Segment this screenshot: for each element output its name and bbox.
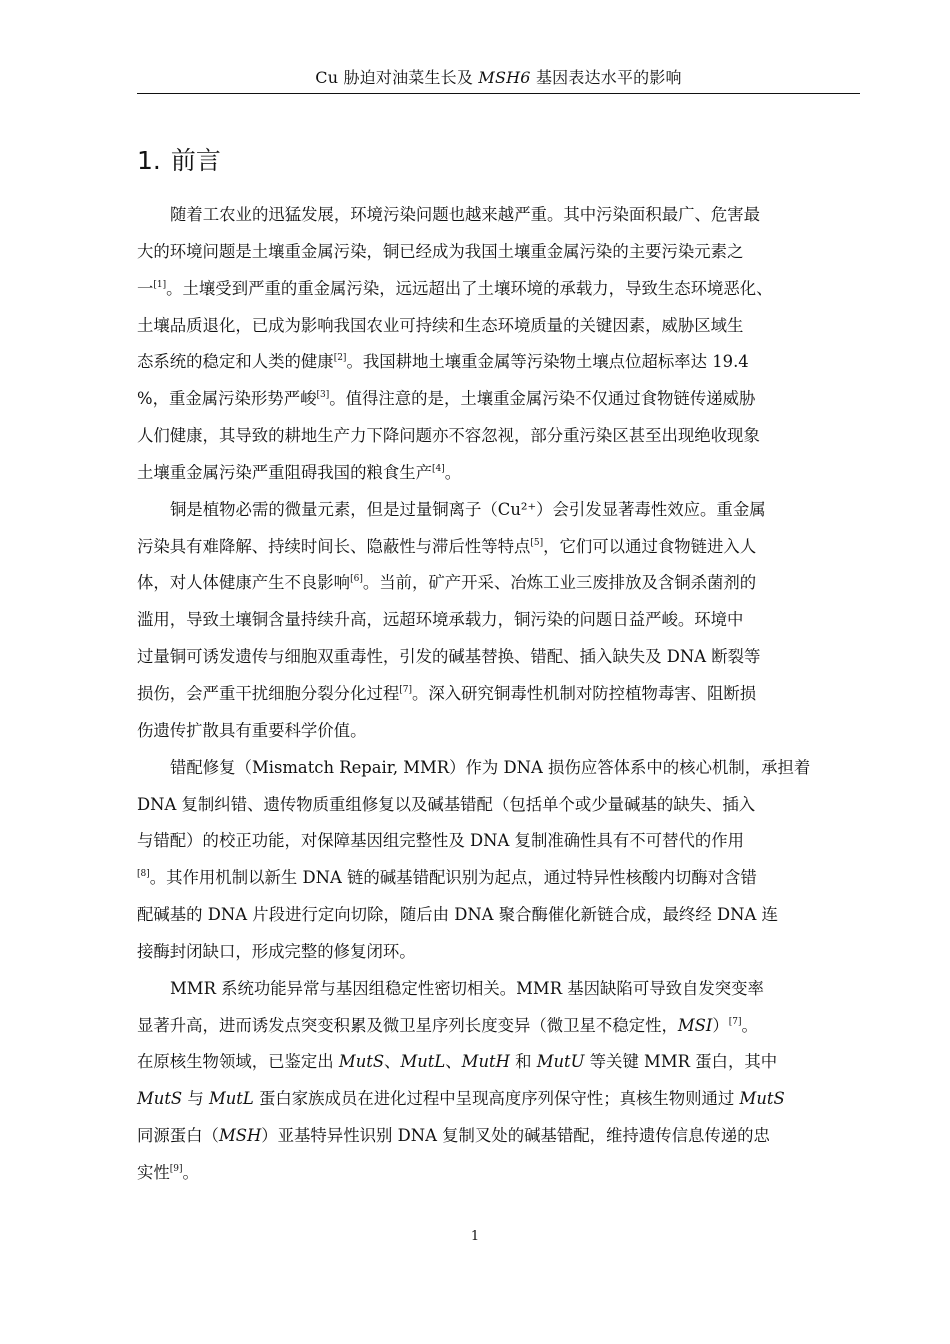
text-run: 、: [384, 1052, 401, 1072]
text-line: [137, 1044, 860, 1081]
text-run: 。我国耕地土壤重金属等污染物土壤点位超标率达 19.4: [346, 352, 749, 372]
text-line: [137, 455, 860, 492]
text-line: [137, 381, 860, 418]
gene-name: MutU: [536, 1052, 585, 1072]
text-line: [137, 1155, 860, 1192]
text-run: 大的环境问题是土壤重金属污染，铜已经成为我国土壤重金属污染的主要污染元素之: [137, 241, 744, 261]
citation-ref: [2]: [333, 353, 347, 364]
text-run: DNA 复制纠错、遗传物质重组修复以及碱基错配（包括单个或少量碱基的缺失、插入: [137, 794, 756, 814]
text-run: 态系统的稳定和人类的健康: [137, 352, 334, 372]
gene-name: MutL: [208, 1089, 254, 1109]
text-line: [137, 676, 860, 713]
text-run: 体，对人体健康产生不良影响: [137, 573, 351, 593]
text-line: [137, 1118, 860, 1155]
text-run: 一: [137, 278, 154, 298]
text-run: ）亚基特异性识别 DNA 复制叉处的碱基错配，维持遗传信息传递的忠: [261, 1126, 770, 1146]
text-run: 过量铜可诱发遗传与细胞双重毒性，引发的碱基替换、错配、插入缺失及 DNA 断裂等: [137, 647, 761, 667]
text-line: [137, 529, 860, 566]
section-number: 1.: [137, 146, 161, 175]
text-line: [137, 713, 860, 750]
paragraph-4: [137, 971, 860, 1192]
text-line: [137, 492, 860, 529]
citation-ref: [3]: [316, 390, 330, 401]
paragraph-3: [137, 750, 860, 971]
text-run: 土壤重金属污染严重阻碍我国的粮食生产: [137, 462, 433, 482]
text-line: [137, 565, 860, 602]
text-run: 伤遗传扩散具有重要科学价值。: [137, 720, 367, 740]
text-run: %，重金属污染形势严峻: [137, 389, 317, 409]
citation-ref: [5]: [530, 537, 544, 548]
text-line: [137, 344, 860, 381]
text-run: 错配修复（Mismatch Repair, MMR）作为 DNA 损伤应答体系中的核心机制，承担着: [170, 757, 811, 777]
text-line: [137, 934, 860, 971]
text-run: 。: [444, 462, 462, 482]
text-run: 、: [445, 1052, 462, 1072]
text-line: [137, 602, 860, 639]
text-line: [137, 1008, 860, 1045]
citation-ref: [6]: [350, 574, 363, 585]
text-run: 人们健康，其导致的耕地生产力下降问题亦不容忽视，部分重污染区甚至出现绝收现象: [137, 426, 760, 446]
text-run: 与错配）的校正功能，对保障基因组完整性及 DNA 复制准确性具有不可替代的作用: [137, 831, 745, 851]
text-line: [137, 418, 860, 455]
gene-abbreviation: MSH: [218, 1126, 262, 1146]
citation-ref: [1]: [153, 279, 167, 290]
text-line: [137, 971, 860, 1008]
text-run: 。土壤受到严重的重金属污染，远远超出了土壤环境的承载力，导致生态环境恶化、: [166, 278, 773, 298]
body-text: [137, 197, 860, 1192]
text-line: [137, 897, 860, 934]
section-title: 前言: [170, 146, 221, 175]
text-line: [137, 823, 860, 860]
text-line: [137, 860, 860, 897]
paragraph-1: [137, 197, 860, 492]
text-run: 铜是植物必需的微量元素，但是过量铜离子（Cu²⁺）会引发显著毒性效应。重金属: [170, 499, 766, 519]
citation-ref: [7]: [728, 1016, 742, 1027]
header-gene-name: MSH6: [478, 68, 531, 87]
citation-ref: [4]: [432, 463, 445, 474]
text-run: 随着工农业的迅猛发展，环境污染问题也越来越严重。其中污染面积最广、危害最: [170, 205, 761, 224]
gene-name: MutL: [400, 1052, 446, 1072]
page-number: 1: [470, 1229, 480, 1244]
text-run: 。深入研究铜毒性机制对防控植物毒害、阻断损: [412, 683, 757, 703]
text-run: 。值得注意的是，土壤重金属污染不仅通过食物链传递威胁: [329, 389, 756, 409]
text-run: 和: [509, 1052, 537, 1072]
section-heading: [137, 144, 221, 178]
text-run: 损伤，会严重干扰细胞分裂分化过程: [137, 683, 400, 703]
text-run: 滥用，导致土壤铜含量持续升高，远超环境承载力，铜污染的问题日益严峻。环境中: [137, 610, 744, 630]
text-run: 配碱基的 DNA 片段进行定向切除，随后由 DNA 聚合酶催化新链合成，最终经 DNA 连: [137, 905, 778, 925]
header-title-suffix: 基因表达水平的影响: [530, 68, 682, 87]
gene-name: MutS: [137, 1089, 183, 1109]
text-run: 与: [182, 1089, 209, 1109]
text-run: 土壤品质退化，已成为影响我国农业可持续和生态环境质量的关键因素，威胁区域生: [137, 315, 744, 335]
text-run: 。: [741, 1015, 758, 1035]
text-line: [137, 1081, 860, 1118]
citation-ref: [7]: [399, 684, 412, 695]
text-run: 同源蛋白（: [137, 1126, 219, 1146]
text-run: 。当前，矿产开采、冶炼工业三废排放及含铜杀菌剂的: [362, 573, 757, 593]
text-run: 显著升高，进而诱发点突变积累及微卫星序列长度变异（微卫星不稳定性，: [137, 1015, 678, 1035]
citation-ref: [8]: [137, 869, 150, 880]
text-run: MMR 系统功能异常与基因组稳定性密切相关。MMR 基因缺陷可导致自发突变率: [170, 978, 764, 998]
text-line: [137, 639, 860, 676]
citation-ref: [9]: [169, 1163, 183, 1174]
text-run: ，它们可以通过食物链进入人: [543, 536, 757, 556]
text-run: 等关键 MMR 蛋白，其中: [584, 1052, 778, 1072]
text-run: 接酶封闭缺口，形成完整的修复闭环。: [137, 941, 416, 961]
text-line: [137, 750, 860, 787]
text-run: 实性: [137, 1162, 170, 1182]
paragraph-2: [137, 492, 860, 750]
text-run: 污染具有难降解、持续时间长、隐蔽性与滞后性等特点: [137, 536, 531, 556]
text-run: 蛋白家族成员在进化过程中呈现高度序列保守性；真核生物则通过: [253, 1089, 740, 1109]
text-run: 。: [182, 1162, 199, 1182]
header-title-prefix: Cu 胁迫对油菜生长及: [315, 68, 479, 87]
text-run: ）: [712, 1015, 729, 1035]
running-header: [137, 68, 860, 88]
text-line: [137, 787, 860, 824]
text-line: [137, 308, 860, 345]
text-line: [137, 197, 860, 234]
header-rule: [137, 93, 860, 94]
gene-name: MutS: [338, 1052, 385, 1072]
gene-abbreviation: MSI: [677, 1015, 713, 1035]
text-line: [137, 234, 860, 271]
gene-name: MutH: [461, 1052, 510, 1072]
text-run: 。其作用机制以新生 DNA 链的碱基错配识别为起点，通过特异性核酸内切酶对含错: [149, 868, 757, 888]
gene-name: MutS: [739, 1089, 785, 1109]
text-run: 在原核生物领域，已鉴定出: [137, 1052, 339, 1072]
text-line: [137, 271, 860, 308]
